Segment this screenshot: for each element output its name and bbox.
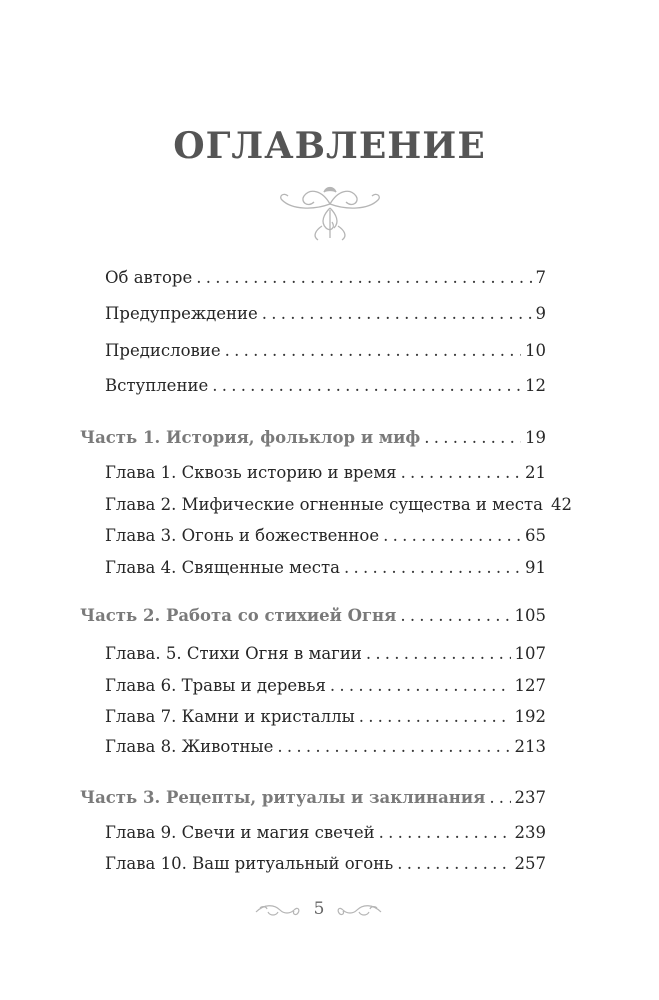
toc-entry-page: 7 — [535, 268, 546, 287]
dot-leader — [397, 852, 510, 876]
page-number: 5 — [313, 899, 325, 919]
toc-entry-page: 257 — [514, 854, 546, 873]
toc-entry[interactable] — [105, 374, 546, 398]
toc-entry[interactable] — [105, 302, 546, 326]
toc-entry-title: Глава 3. Огонь и божественное — [105, 526, 380, 545]
toc-entry-title: Глава 7. Камни и кристаллы — [105, 707, 355, 726]
page-title: ОГЛАВЛЕНИЕ — [173, 125, 486, 167]
toc-entry-title: Глава 6. Травы и деревья — [105, 676, 326, 695]
toc-entry-page: 91 — [525, 558, 546, 577]
dot-leader — [401, 461, 521, 485]
dot-leader — [359, 705, 511, 729]
toc-part-entry[interactable] — [80, 604, 546, 628]
dot-leader — [489, 786, 510, 810]
dot-leader — [424, 426, 521, 450]
toc-entry[interactable] — [105, 674, 546, 698]
toc-entry-page: 105 — [514, 606, 546, 625]
dot-leader — [400, 604, 510, 628]
toc-entry[interactable] — [105, 642, 546, 666]
toc-entry-title: Глава 4. Священные места — [105, 558, 340, 577]
dot-leader — [225, 339, 521, 363]
toc-entry-page: 127 — [514, 676, 546, 695]
toc-entry-page: 19 — [525, 428, 546, 447]
toc-entry-title: Глава 1. Сквозь историю и время — [105, 463, 397, 482]
toc-entry-page: 237 — [514, 788, 546, 807]
dot-leader — [383, 524, 521, 548]
footer-flourish-left-icon — [254, 900, 302, 920]
page-footer — [0, 896, 659, 926]
dot-leader — [344, 556, 521, 580]
toc-entry-page: 9 — [535, 304, 546, 323]
toc-entry-page: 65 — [525, 526, 546, 545]
toc-entry-title: Предисловие — [105, 341, 221, 360]
toc-part-title: Часть 1. История, фольклор и миф — [80, 428, 421, 447]
toc-entry[interactable] — [105, 705, 546, 729]
toc-entry-title: Глава 2. Мифические огненные существа и места — [105, 495, 543, 514]
toc-part-title: Часть 2. Работа со стихией Огня — [80, 606, 397, 625]
toc-part-entry[interactable] — [80, 426, 546, 450]
toc-entry[interactable] — [105, 339, 546, 363]
toc-entry[interactable] — [105, 266, 546, 290]
toc-entry-title: Вступление — [105, 376, 209, 395]
toc-entry-page: 239 — [514, 823, 546, 842]
dot-leader — [366, 642, 511, 666]
toc-entry-page: 12 — [525, 376, 546, 395]
toc-entry-page: 21 — [525, 463, 546, 482]
toc-entry-title: Об авторе — [105, 268, 193, 287]
dot-leader — [379, 821, 511, 845]
toc-entry[interactable] — [105, 524, 546, 548]
toc-entry-title: Глава 9. Свечи и магия свечей — [105, 823, 375, 842]
toc-entry-title: Глава 8. Животные — [105, 737, 274, 756]
toc-entry-page: 213 — [514, 737, 546, 756]
toc-entry[interactable] — [105, 852, 546, 876]
dot-leader — [212, 374, 521, 398]
toc-entry-title: Предупреждение — [105, 304, 258, 323]
toc-entry[interactable] — [105, 735, 546, 759]
toc-entry[interactable] — [105, 493, 572, 517]
toc-entry-page: 42 — [550, 495, 572, 514]
toc-entry-page: 10 — [525, 341, 546, 360]
toc-entry-page: 192 — [514, 707, 546, 726]
toc-entry-page: 107 — [514, 644, 546, 663]
toc-part-title: Часть 3. Рецепты, ритуалы и заклинания — [80, 788, 486, 807]
toc-entry-title: Глава 10. Ваш ритуальный огонь — [105, 854, 394, 873]
dot-leader — [277, 735, 510, 759]
dot-leader — [330, 674, 511, 698]
toc-part-entry[interactable] — [80, 786, 546, 810]
dot-leader — [196, 266, 531, 290]
toc-entry[interactable] — [105, 556, 546, 580]
dot-leader — [262, 302, 532, 326]
footer-flourish-right-icon — [335, 900, 383, 920]
toc-entry[interactable] — [105, 821, 546, 845]
toc-entry-title: Глава. 5. Стихи Огня в магии — [105, 644, 362, 663]
toc-entry[interactable] — [105, 461, 546, 485]
